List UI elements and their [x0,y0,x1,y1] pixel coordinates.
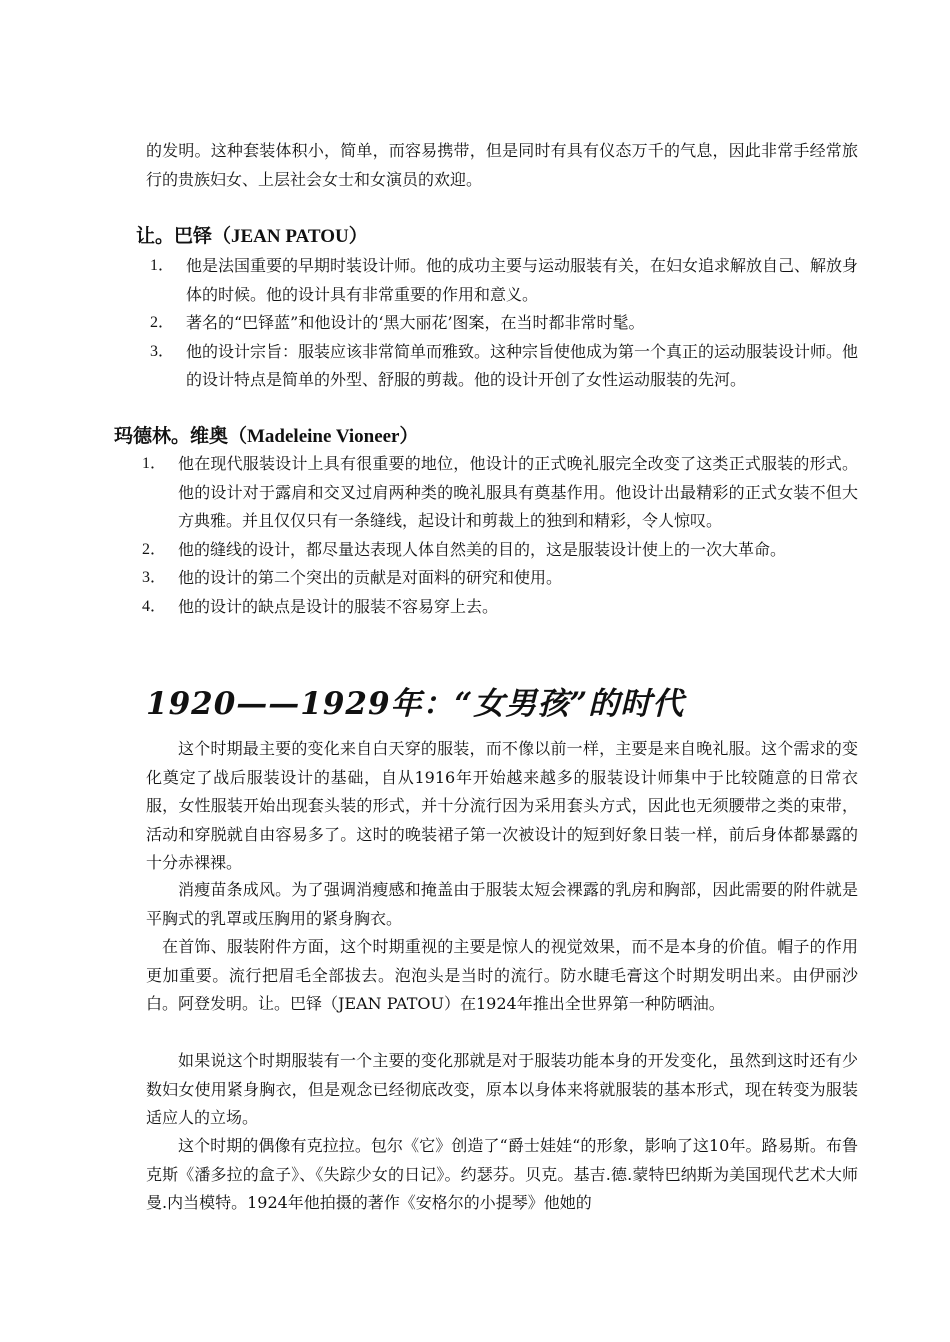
body-paragraph: 这个时期最主要的变化来自白天穿的服装，而不像以前一样，主要是来自晚礼服。这个需求的变化奠定了战后服装设计的基础，自从1916年开始越来越多的服装设计师集中于比较随意的日常衣服，女性服装开始出现套头装的形式，并十分流行因为采用套头方式，因此也无须腰带之类的束带，活动和穿脱就自由容易多了。这时的晚装裙子第一次被设计的短到好象日装一样，前后身体都暴露的十分赤裸裸。 [146,739,858,872]
vionnet-list [142,450,858,621]
list-item [142,450,858,536]
list-number: 2． [150,314,175,331]
list-item [150,338,859,395]
list-text: 他是法国重要的早期时装设计师。他的成功主要与运动服装有关，在妇女追求解放自己、解放身体的时候。他的设计具有非常重要的作用和意义。 [186,256,859,304]
list-number: 2． [142,540,167,558]
vionnet-heading: 玛德林。维奥（Madeleine Vioneer） [114,426,419,447]
body-paragraph: 这个时期的偶像有克拉拉。包尔《它》创造了“爵士娃娃“的形象，影响了这10年。路易斯。布鲁克斯《潘多拉的盒子》、《失踪少女的日记》。约瑟芬。贝克。基吉.德.蒙特巴纳斯为美国现代艺术大师曼.内当模特。1924年他拍摄的著作《安格尔的小提琴》他她的 [146,1136,858,1212]
body-paragraph: 消瘦苗条成风。为了强调消瘦感和掩盖由于服装太短会裸露的乳房和胸部，因此需要的附件就是平胸式的乳罩或压胸用的紧身胸衣。 [146,880,858,928]
list-text: 他的设计宗旨：服装应该非常简单而雅致。这种宗旨使他成为第一个真正的运动服装设计师。他的设计特点是简单的外型、舒服的剪裁。他的设计开创了女性运动服装的先河。 [186,341,859,389]
body-paragraph: 在首饰、服装附件方面，这个时期重视的主要是惊人的视觉效果，而不是本身的价值。帽子的作用更加重要。流行把眉毛全部拔去。泡泡头是当时的流行。防水睫毛膏这个时期发明出来。由伊丽沙白。阿登发明。让。巴铎（JEAN PATOU）在1924年推出全世界第一种防晒油。 [146,937,858,1013]
intro-paragraph: 的发明。这种套装体积小，简单，而容易携带，但是同时有具有仪态万千的气息，因此非常手经常旅行的贵族妇女、上层社会女士和女演员的欢迎。 [146,141,858,189]
list-item [142,593,858,622]
section-title: 1920——1929年：“女男孩”的时代 [146,686,685,722]
list-number: 3． [142,569,167,586]
body-paragraph: 如果说这个时期服装有一个主要的变化那就是对于服装功能本身的开发变化，虽然到这时还有少数妇女使用紧身胸衣，但是观念已经彻底改变，原本以身体来将就服装的基本形式，现在转变为服装适应人的立场。 [146,1051,858,1127]
list-number: 4． [142,597,167,615]
list-item [150,309,858,338]
list-text: 他在现代服装设计上具有很重要的地位，他设计的正式晚礼服完全改变了这类正式服装的形式。他的设计对于露肩和交叉过肩两种类的晚礼服具有奠基作用。他设计出最精彩的正式女装不但大方典雅。并且仅仅只有一条缝线，起设计和剪裁上的独到和精彩，令人惊叹。 [178,454,858,530]
list-text: 著名的“巴铎蓝”和他设计的‘黑大丽花’图案，在当时都非常时髦。 [186,313,645,332]
list-text: 他的设计的缺点是设计的服装不容易穿上去。 [178,596,499,616]
list-text: 他的缝线的设计，都尽量达表现人体自然美的目的，这是服装设计使上的一次大革命。 [178,539,787,559]
list-item [142,536,858,565]
list-number: 1． [142,455,167,472]
list-number: 3． [150,342,175,360]
patou-heading: 让。巴铎（JEAN PATOU） [136,226,368,247]
patou-list [150,252,859,395]
list-number: 1． [150,257,175,274]
list-text: 他的设计的第二个突出的贡献是对面料的研究和使用。 [178,568,563,587]
list-item [142,564,858,593]
list-item [150,252,859,309]
